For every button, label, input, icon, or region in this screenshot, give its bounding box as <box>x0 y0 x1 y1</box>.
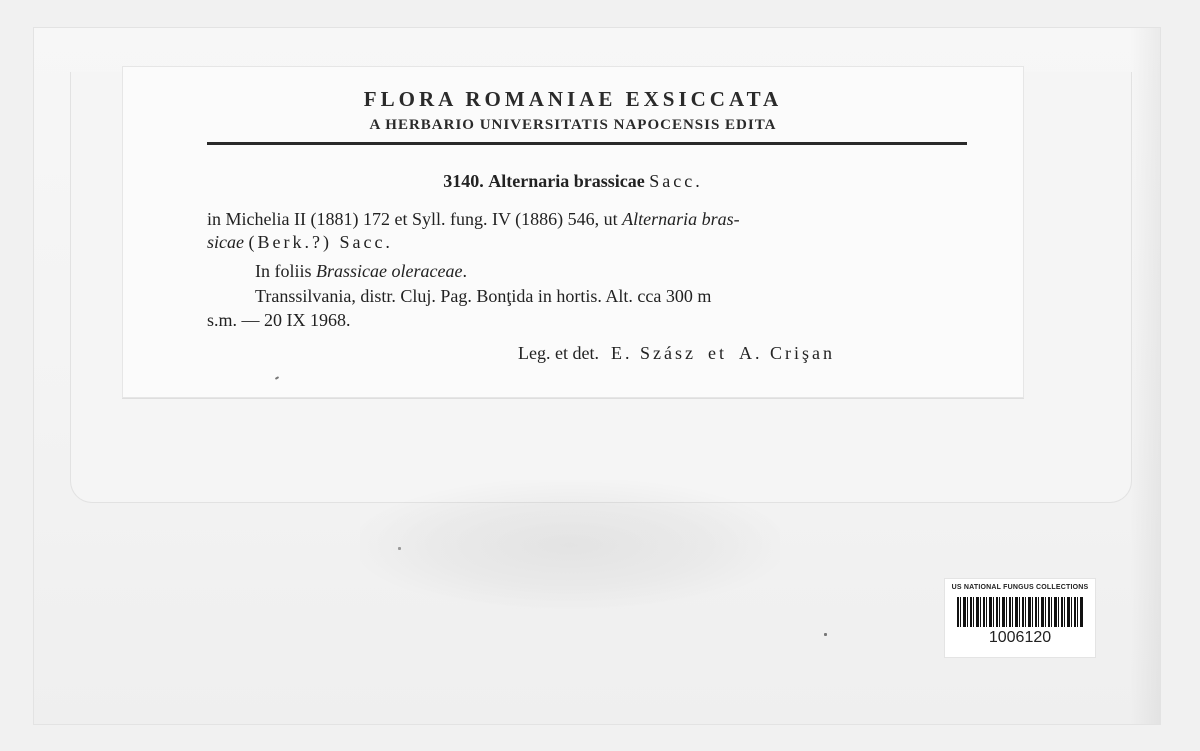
locality-line-1: Transsilvania, distr. Cluj. Pag. Bonţida in hortis. Alt. cca 300 m <box>255 286 712 306</box>
exsiccata-label <box>122 66 1024 398</box>
reference-line-1 <box>207 209 740 230</box>
collectors-prefix: Leg. et det. <box>518 343 599 363</box>
reference-synonym-part2: sicae <box>207 232 244 252</box>
speck <box>824 633 827 636</box>
species-author: Sacc. <box>649 171 703 191</box>
reference-synonym-part1: Alternaria bras- <box>622 209 740 229</box>
species-name: Alternaria brassicae <box>488 171 645 191</box>
packet-stain <box>360 480 780 610</box>
host-line <box>255 261 467 282</box>
label-subtitle: A HERBARIO UNIVERSITATIS NAPOCENSIS EDITA <box>369 117 777 133</box>
collector-2: A. Crişan <box>738 343 835 363</box>
collectors-line <box>518 343 835 364</box>
reference-synonym-author: (Berk.?) Sacc. <box>248 232 393 252</box>
host-prefix: In foliis <box>255 261 316 281</box>
packet-edge-shadow <box>1130 28 1160 724</box>
reference-line-2 <box>207 232 393 253</box>
host-suffix: . <box>462 261 467 281</box>
locality-line-2: s.m. — 20 IX 1968. <box>207 310 351 330</box>
label-title: FLORA ROMANIAE EXSICCATA <box>363 87 783 111</box>
host-name: Brassicae oleraceae <box>316 261 463 281</box>
barcode-institution: US NATIONAL FUNGUS COLLECTIONS <box>951 584 1089 591</box>
collectors-conjunction: et <box>707 343 727 363</box>
barcode-bars <box>957 597 1083 627</box>
barcode-label <box>944 578 1096 658</box>
barcode-number: 1006120 <box>988 629 1052 646</box>
collector-1: E. Szász <box>610 343 696 363</box>
speck <box>398 547 401 550</box>
specimen-number: 3140. <box>443 171 484 191</box>
species-line <box>123 171 1023 192</box>
reference-text: in Michelia II (1881) 172 et Syll. fung. IV (1886) 546, ut <box>207 209 623 229</box>
header-rule <box>207 142 967 145</box>
